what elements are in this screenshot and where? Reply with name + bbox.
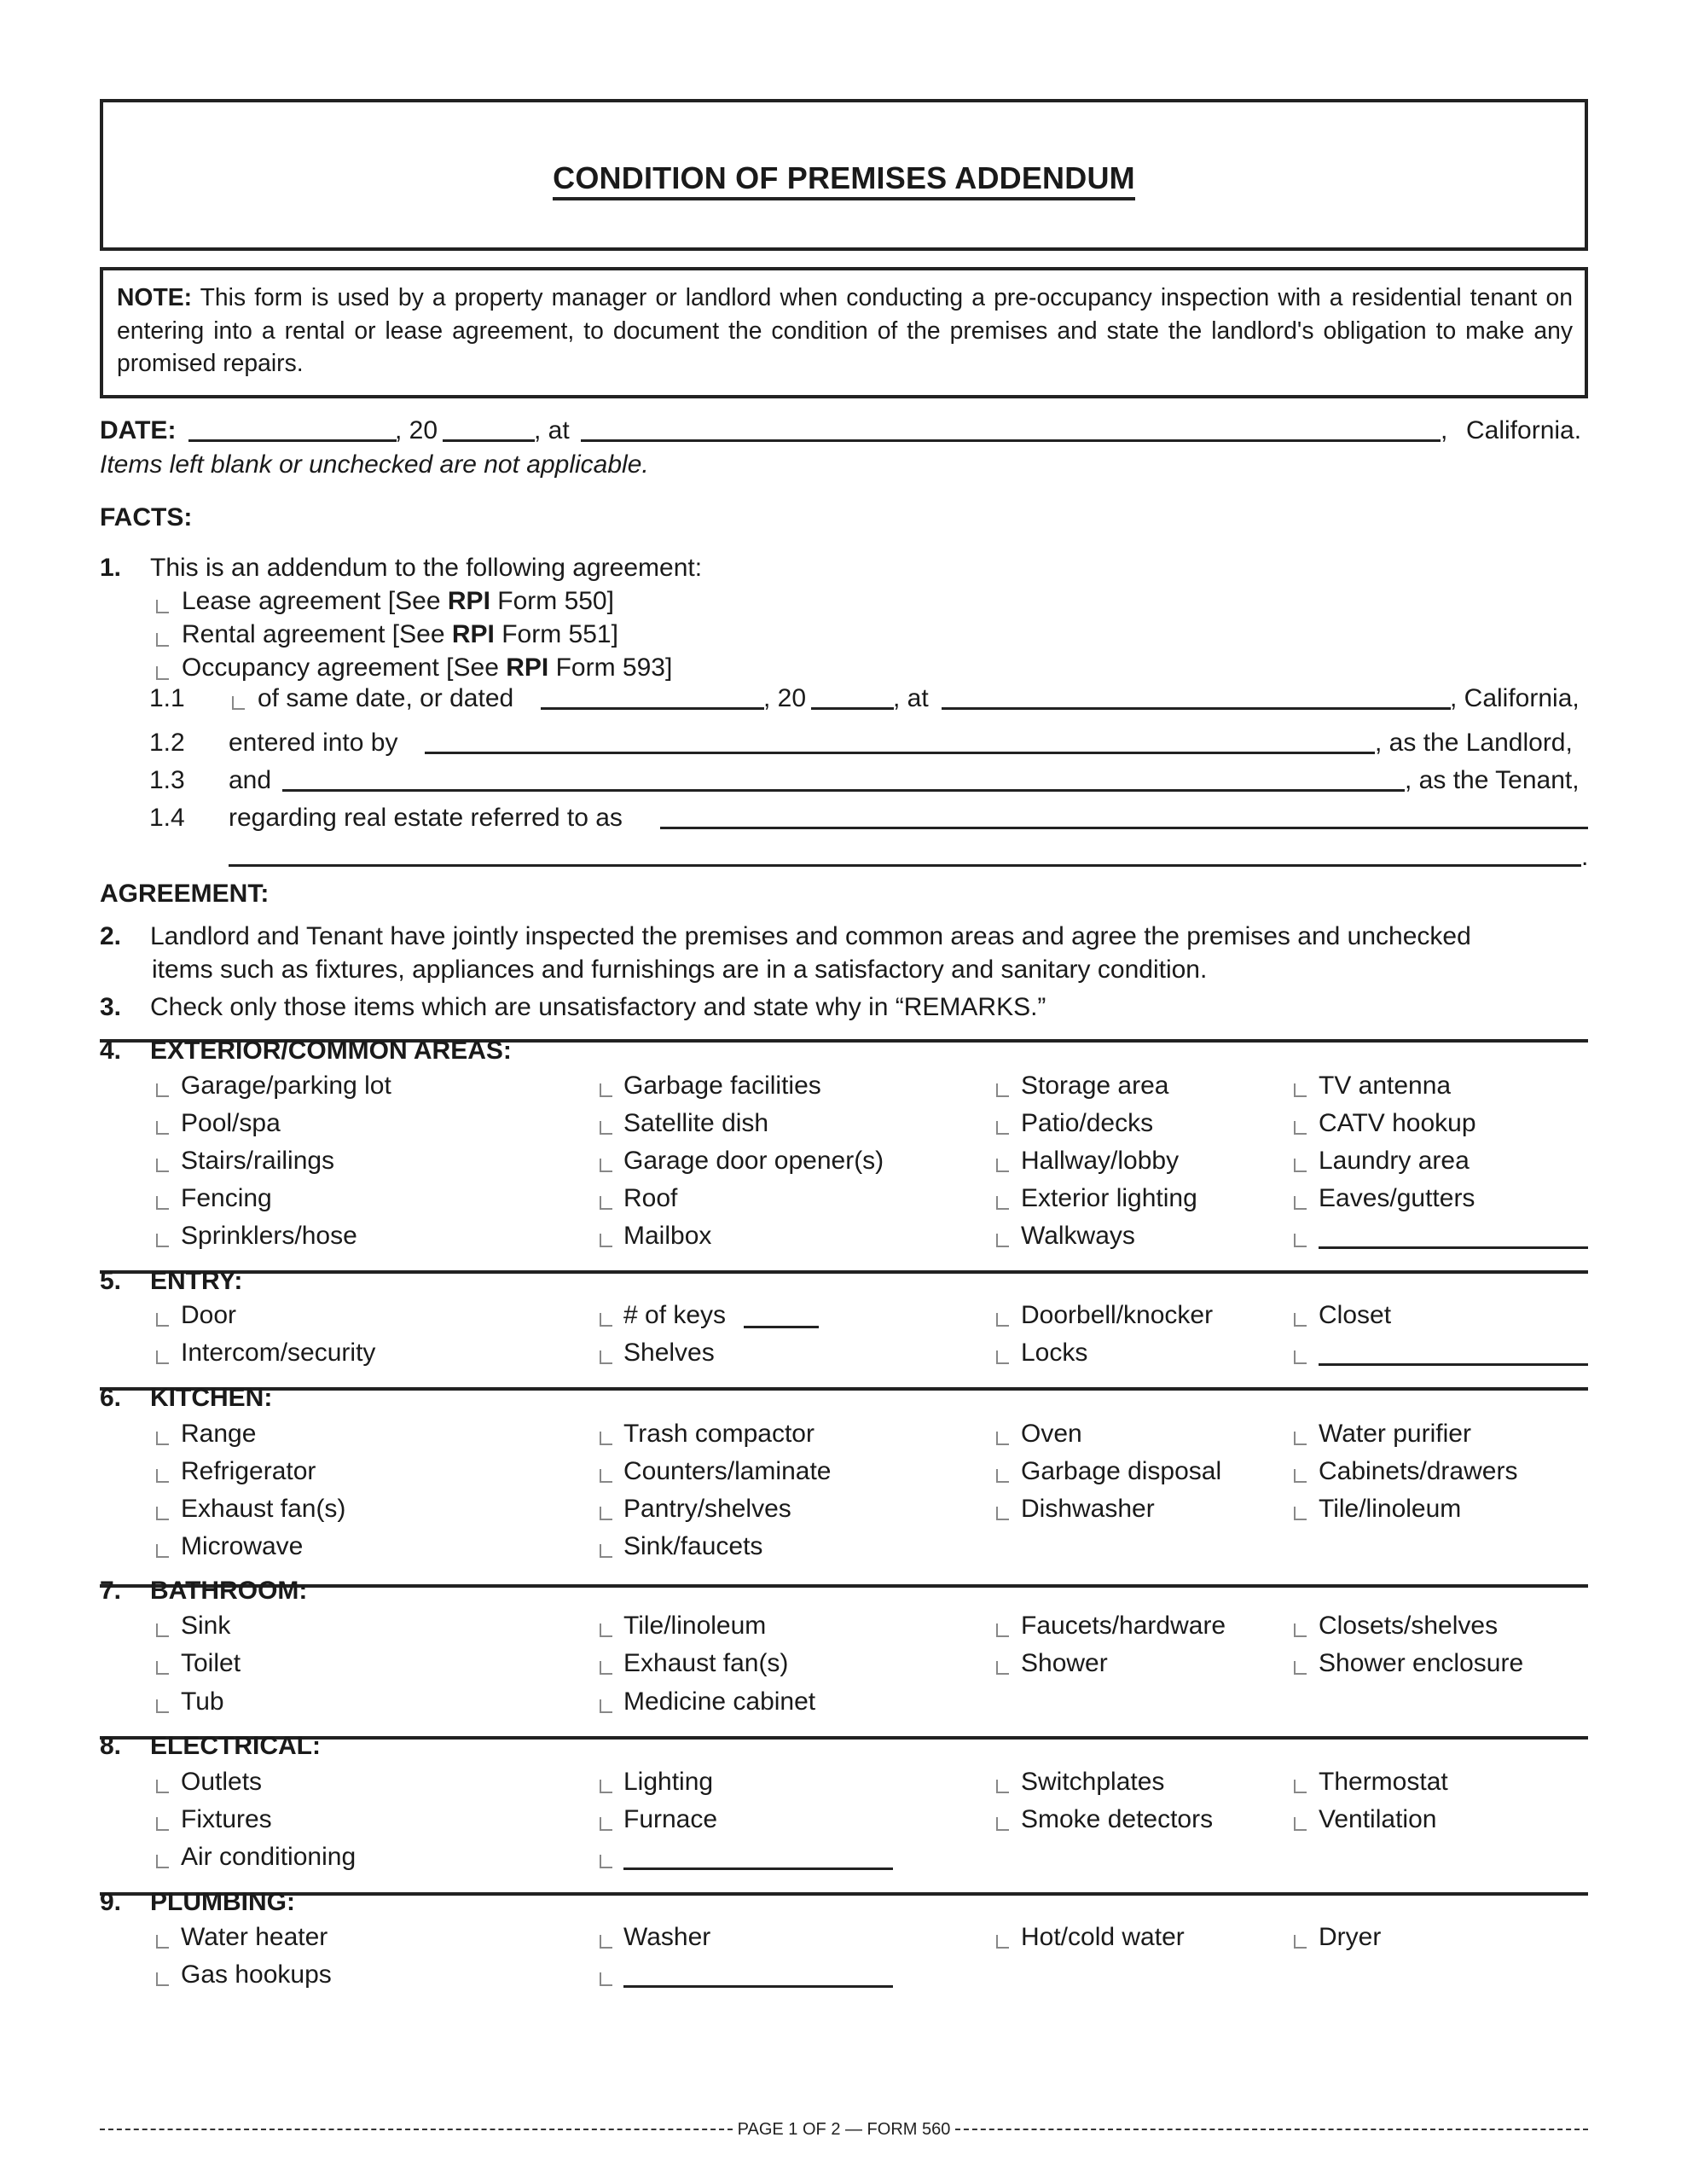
item-label: Satellite dish	[623, 1109, 769, 1137]
checkbox-same-date[interactable]	[232, 696, 245, 710]
divider	[100, 1270, 1588, 1274]
divider	[100, 1736, 1588, 1740]
checkbox-exterior-14[interactable]	[996, 1196, 1009, 1210]
item-label: Ventilation	[1319, 1805, 1437, 1833]
checkbox-bathroom-9[interactable]	[600, 1699, 612, 1713]
item-label: Cabinets/drawers	[1319, 1457, 1518, 1485]
note-label: NOTE:	[117, 283, 193, 311]
fact-1-3-suffix: , as the Tenant,	[1405, 766, 1580, 794]
checkbox-entry-6[interactable]	[996, 1350, 1009, 1364]
item-label: Garage door opener(s)	[623, 1147, 884, 1175]
date-label: DATE:	[100, 416, 177, 444]
item-label: CATV hookup	[1319, 1109, 1476, 1137]
item-label: Sink/faucets	[623, 1532, 763, 1560]
fact-1-3-text: and	[229, 766, 272, 794]
fact-1-1-year-field[interactable]	[811, 707, 894, 710]
checkbox-bathroom-3[interactable]	[1294, 1623, 1307, 1637]
checkbox-electrical-8[interactable]	[156, 1855, 169, 1868]
checkbox-exterior-6[interactable]	[996, 1121, 1009, 1135]
item-label: Dishwasher	[1021, 1495, 1155, 1523]
item-label: Pantry/shelves	[623, 1495, 791, 1523]
divider	[100, 1584, 1588, 1588]
section-bathroom-num: 7.	[100, 1577, 122, 1605]
agreement-heading: AGREEMENT:	[100, 880, 270, 908]
page-footer	[100, 2117, 1588, 2142]
item-label: Garbage disposal	[1021, 1457, 1222, 1485]
item-label: Doorbell/knocker	[1021, 1301, 1214, 1329]
item-label: Smoke detectors	[1021, 1805, 1214, 1833]
checkbox-entry-0[interactable]	[156, 1313, 169, 1327]
checkbox-kitchen-1[interactable]	[600, 1432, 612, 1445]
section-exterior-num: 4.	[100, 1037, 122, 1065]
divider	[100, 1892, 1588, 1896]
item-label: Fencing	[181, 1184, 272, 1212]
checkbox-kitchen-9[interactable]	[600, 1507, 612, 1520]
fact-1-1-suffix: , California,	[1450, 684, 1580, 712]
checkbox-bathroom-0[interactable]	[156, 1623, 169, 1637]
fact-1-1-location-field[interactable]	[942, 707, 1451, 710]
item-label: Pool/spa	[181, 1109, 281, 1137]
item-label: Stairs/railings	[181, 1147, 335, 1175]
checkbox-kitchen-13[interactable]	[600, 1544, 612, 1558]
item-label: Oven	[1021, 1420, 1082, 1448]
section-plumbing-num: 9.	[100, 1888, 122, 1916]
fact-1-3-num: 1.3	[149, 766, 185, 794]
section-electrical-num: 8.	[100, 1732, 122, 1760]
fact-1-1-at: , at	[893, 684, 929, 712]
note-text	[117, 281, 1573, 380]
item-label: Sink	[181, 1612, 231, 1640]
date-field[interactable]	[188, 439, 397, 442]
checkbox-electrical-2[interactable]	[996, 1780, 1009, 1793]
date-location-field[interactable]	[581, 439, 1441, 442]
checkbox-electrical-9[interactable]	[600, 1855, 612, 1868]
footer-dash-right	[955, 2129, 1588, 2130]
footer-text: PAGE 1 OF 2 — FORM 560	[737, 2119, 951, 2139]
option-lease: Lease agreement [See RPI Form 550]	[182, 587, 614, 615]
agreement-2-line2: items such as fixtures, appliances and furnishings are in a satisfactory and sanitary condition.	[152, 956, 1208, 984]
item-label: # of keys	[623, 1301, 727, 1329]
checkbox-bathroom-2[interactable]	[996, 1623, 1009, 1637]
section-entry-num: 5.	[100, 1267, 122, 1295]
checkbox-exterior-5[interactable]	[600, 1121, 612, 1135]
item-label: Hallway/lobby	[1021, 1147, 1180, 1175]
fact-1-text: This is an addendum to the following agreement:	[150, 554, 703, 582]
checkbox-kitchen-3[interactable]	[1294, 1432, 1307, 1445]
checkbox-entry-4[interactable]	[156, 1350, 169, 1364]
checkbox-entry-2[interactable]	[996, 1313, 1009, 1327]
instruction-text: Items left blank or unchecked are not applicable.	[100, 450, 649, 479]
checkbox-exterior-18[interactable]	[996, 1234, 1009, 1247]
other-item-field-plumbing[interactable]	[623, 1985, 893, 1988]
checkbox-electrical-6[interactable]	[996, 1817, 1009, 1831]
checkbox-plumbing-3[interactable]	[1294, 1935, 1307, 1949]
footer-dash-left	[100, 2129, 733, 2130]
other-item-field-entry[interactable]	[1319, 1363, 1588, 1366]
checkbox-electrical-0[interactable]	[156, 1780, 169, 1793]
checkbox-exterior-0[interactable]	[156, 1083, 169, 1097]
agreement-2-line1: Landlord and Tenant have jointly inspected the premises and common areas and agree the premises and unchecked	[150, 922, 1471, 950]
item-label: Counters/laminate	[623, 1457, 832, 1485]
fact-1-1-num: 1.1	[149, 684, 185, 712]
checkbox-exterior-9[interactable]	[600, 1159, 612, 1172]
agreement-3-text: Check only those items which are unsatisfactory and state why in “REMARKS.”	[150, 993, 1046, 1021]
item-label: Exhaust fan(s)	[181, 1495, 346, 1523]
checkbox-entry-7[interactable]	[1294, 1350, 1307, 1364]
checkbox-bathroom-4[interactable]	[156, 1661, 169, 1675]
item-label: Tub	[181, 1687, 224, 1716]
checkbox-kitchen-2[interactable]	[996, 1432, 1009, 1445]
item-label: Roof	[623, 1184, 678, 1212]
checkbox-bathroom-5[interactable]	[600, 1661, 612, 1675]
checkbox-exterior-17[interactable]	[600, 1234, 612, 1247]
section-exterior-title: EXTERIOR/COMMON AREAS:	[150, 1037, 512, 1065]
item-label: Switchplates	[1021, 1768, 1165, 1796]
item-label: Microwave	[181, 1532, 304, 1560]
fact-1-4-num: 1.4	[149, 804, 185, 832]
item-label: Locks	[1021, 1339, 1088, 1367]
item-label: Laundry area	[1319, 1147, 1470, 1175]
item-label: Air conditioning	[181, 1843, 357, 1871]
checkbox-exterior-3[interactable]	[1294, 1083, 1307, 1097]
item-label: Hot/cold water	[1021, 1923, 1185, 1951]
number-of-keys-field[interactable]	[744, 1326, 819, 1328]
checkbox-exterior-4[interactable]	[156, 1121, 169, 1135]
checkbox-exterior-12[interactable]	[156, 1196, 169, 1210]
item-label: Refrigerator	[181, 1457, 316, 1485]
divider	[100, 1387, 1588, 1391]
checkbox-plumbing-0[interactable]	[156, 1935, 169, 1949]
fact-1-4-text: regarding real estate referred to as	[229, 804, 623, 832]
item-label: Exhaust fan(s)	[623, 1649, 789, 1677]
tenant-name-field[interactable]	[282, 789, 1405, 792]
item-label: Intercom/security	[181, 1339, 376, 1367]
date-comma: ,	[1441, 416, 1448, 444]
item-label: Furnace	[623, 1805, 718, 1833]
item-label: Closets/shelves	[1319, 1612, 1499, 1640]
fact-1-num: 1.	[100, 554, 122, 582]
item-label: Closet	[1319, 1301, 1392, 1329]
date-state: California.	[1466, 416, 1582, 444]
page-title: CONDITION OF PREMISES ADDENDUM	[553, 160, 1135, 200]
checkbox-electrical-1[interactable]	[600, 1780, 612, 1793]
checkbox-plumbing-5[interactable]	[600, 1972, 612, 1986]
checkbox-lease[interactable]	[156, 600, 169, 613]
checkbox-kitchen-5[interactable]	[600, 1469, 612, 1483]
item-label: Trash compactor	[623, 1420, 815, 1448]
checkbox-bathroom-8[interactable]	[156, 1699, 169, 1713]
checkbox-bathroom-6[interactable]	[996, 1661, 1009, 1675]
note-box	[100, 267, 1588, 398]
checkbox-kitchen-10[interactable]	[996, 1507, 1009, 1520]
item-label: Washer	[623, 1923, 711, 1951]
section-bathroom-title: BATHROOM:	[150, 1577, 308, 1605]
checkbox-kitchen-0[interactable]	[156, 1432, 169, 1445]
item-label: Thermostat	[1319, 1768, 1448, 1796]
agreement-3-num: 3.	[100, 993, 122, 1021]
option-rental: Rental agreement [See RPI Form 551]	[182, 620, 618, 648]
checkbox-exterior-13[interactable]	[600, 1196, 612, 1210]
item-label: Shelves	[623, 1339, 715, 1367]
checkbox-kitchen-12[interactable]	[156, 1544, 169, 1558]
checkbox-bathroom-7[interactable]	[1294, 1661, 1307, 1675]
item-label: Faucets/hardware	[1021, 1612, 1226, 1640]
item-label: Outlets	[181, 1768, 263, 1796]
section-entry-title: ENTRY:	[150, 1267, 243, 1295]
item-label: Range	[181, 1420, 257, 1448]
item-label: Exterior lighting	[1021, 1184, 1197, 1212]
checkbox-entry-5[interactable]	[600, 1350, 612, 1364]
checkbox-plumbing-2[interactable]	[996, 1935, 1009, 1949]
facts-heading: FACTS:	[100, 503, 193, 531]
item-label: Garage/parking lot	[181, 1072, 391, 1100]
checkbox-exterior-11[interactable]	[1294, 1159, 1307, 1172]
checkbox-exterior-1[interactable]	[600, 1083, 612, 1097]
checkbox-plumbing-1[interactable]	[600, 1935, 612, 1949]
other-item-field-electrical[interactable]	[623, 1867, 893, 1870]
fact-1-1-text: of same date, or dated	[258, 684, 514, 712]
checkbox-electrical-7[interactable]	[1294, 1817, 1307, 1831]
landlord-name-field[interactable]	[425, 752, 1375, 754]
checkbox-electrical-5[interactable]	[600, 1817, 612, 1831]
item-label: Shower enclosure	[1319, 1649, 1524, 1677]
item-label: Fixtures	[181, 1805, 272, 1833]
checkbox-occupancy[interactable]	[156, 666, 169, 680]
checkbox-kitchen-8[interactable]	[156, 1507, 169, 1520]
date-at-label: , at	[534, 416, 570, 444]
item-label: Gas hookups	[181, 1960, 332, 1989]
property-field-line-1[interactable]	[660, 827, 1588, 829]
title-box	[100, 99, 1588, 251]
item-label: Toilet	[181, 1649, 241, 1677]
item-label: Water heater	[181, 1923, 328, 1951]
item-label: Tile/linoleum	[1319, 1495, 1462, 1523]
checkbox-plumbing-4[interactable]	[156, 1972, 169, 1986]
item-label: Sprinklers/hose	[181, 1222, 357, 1250]
checkbox-electrical-3[interactable]	[1294, 1780, 1307, 1793]
item-label: Mailbox	[623, 1222, 712, 1250]
checkbox-electrical-4[interactable]	[156, 1817, 169, 1831]
item-label: Water purifier	[1319, 1420, 1471, 1448]
fact-1-2-suffix: , as the Landlord,	[1375, 729, 1573, 757]
fact-1-1-year-prefix: , 20	[763, 684, 807, 712]
item-label: Storage area	[1021, 1072, 1169, 1100]
other-item-field-exterior[interactable]	[1319, 1246, 1588, 1249]
agreement-2-num: 2.	[100, 922, 122, 950]
checkbox-bathroom-1[interactable]	[600, 1623, 612, 1637]
section-plumbing-title: PLUMBING:	[150, 1888, 295, 1916]
option-occupancy: Occupancy agreement [See RPI Form 593]	[182, 653, 673, 682]
section-kitchen-num: 6.	[100, 1384, 122, 1412]
checkbox-exterior-8[interactable]	[156, 1159, 169, 1172]
fact-1-2-text: entered into by	[229, 729, 398, 757]
checkbox-kitchen-11[interactable]	[1294, 1507, 1307, 1520]
checkbox-exterior-16[interactable]	[156, 1234, 169, 1247]
note-body: This form is used by a property manager or landlord when conducting a pre-occupancy inspection with a residential tenant on entering into a rental or lease agreement, to document the condition of the premises and state the landlord's obligation to make any promised repairs.	[117, 283, 1573, 376]
fact-1-1-date-field[interactable]	[541, 707, 764, 710]
date-year-field[interactable]	[443, 439, 535, 442]
checkbox-kitchen-6[interactable]	[996, 1469, 1009, 1483]
checkbox-kitchen-4[interactable]	[156, 1469, 169, 1483]
item-label: Lighting	[623, 1768, 714, 1796]
fact-1-2-num: 1.2	[149, 729, 185, 757]
item-label: Shower	[1021, 1649, 1108, 1677]
checkbox-entry-1[interactable]	[600, 1313, 612, 1327]
section-kitchen-title: KITCHEN:	[150, 1384, 273, 1412]
item-label: Door	[181, 1301, 237, 1329]
checkbox-kitchen-7[interactable]	[1294, 1469, 1307, 1483]
checkbox-exterior-15[interactable]	[1294, 1196, 1307, 1210]
fact-1-4-end: .	[1581, 843, 1589, 871]
item-label: Walkways	[1021, 1222, 1135, 1250]
item-label: Medicine cabinet	[623, 1687, 816, 1716]
item-label: Dryer	[1319, 1923, 1382, 1951]
date-year-prefix: , 20	[395, 416, 438, 444]
checkbox-exterior-7[interactable]	[1294, 1121, 1307, 1135]
item-label: Garbage facilities	[623, 1072, 821, 1100]
checkbox-entry-3[interactable]	[1294, 1313, 1307, 1327]
checkbox-exterior-2[interactable]	[996, 1083, 1009, 1097]
item-label: Patio/decks	[1021, 1109, 1154, 1137]
property-field-line-2[interactable]	[229, 864, 1581, 867]
item-label: TV antenna	[1319, 1072, 1452, 1100]
item-label: Eaves/gutters	[1319, 1184, 1475, 1212]
checkbox-exterior-10[interactable]	[996, 1159, 1009, 1172]
checkbox-rental[interactable]	[156, 633, 169, 647]
item-label: Tile/linoleum	[623, 1612, 767, 1640]
checkbox-exterior-19[interactable]	[1294, 1234, 1307, 1247]
section-electrical-title: ELECTRICAL:	[150, 1732, 321, 1760]
